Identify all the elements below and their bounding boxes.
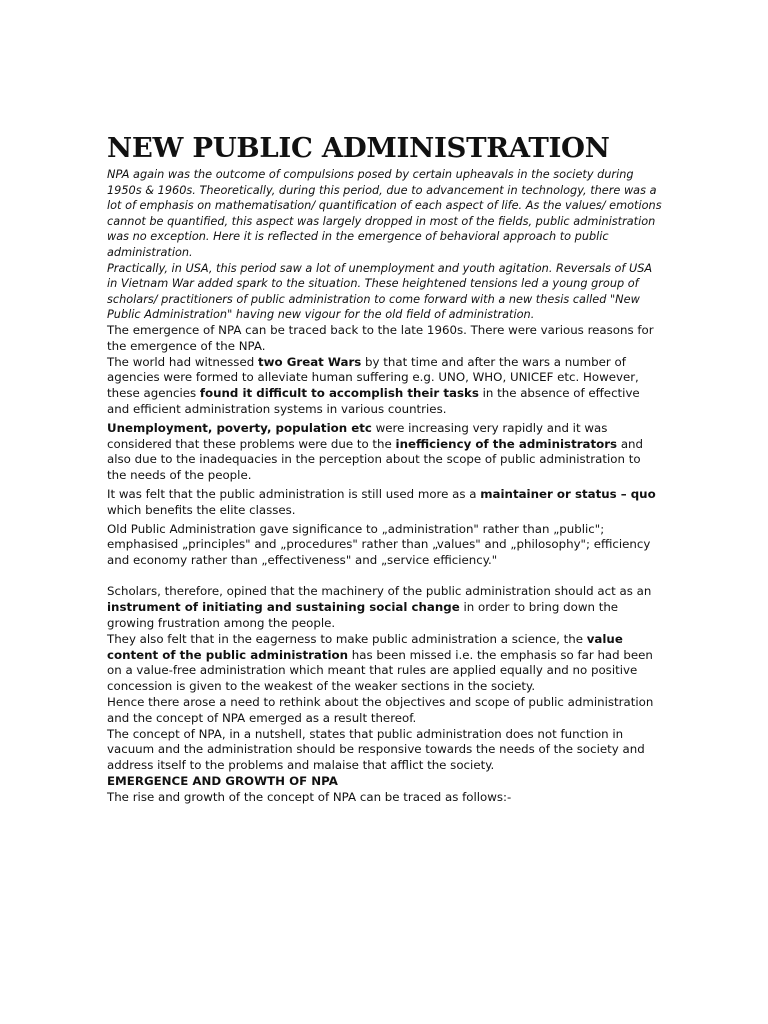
text-span: in the absence of effective and efficient administration systems in various countries. <box>107 386 640 416</box>
text-span: They also felt that in the eagerness to make public administration a science, the <box>107 631 587 646</box>
paragraph-wars <box>107 355 663 418</box>
bold-span: two Great Wars <box>257 354 362 369</box>
text-span: were increasing very rapidly and it was considered that these problems were due to the <box>107 420 608 451</box>
paragraph-scholars <box>107 584 663 631</box>
paragraph-emergence: The emergence of NPA can be traced back to the late 1960s. There were various reasons for the emergence of the NPA. <box>107 322 654 353</box>
bold-span: Unemployment, poverty, population etc <box>107 420 372 435</box>
document-body <box>107 130 663 806</box>
bold-span: maintainer or status – quo <box>480 486 656 501</box>
paragraph-intro-1: NPA again was the outcome of compulsions posed by certain upheavals in the society during 1950s & 1960s. Theoretically, during this period, due to advancement in technology, there was a lot of emphasis on mathematisation/ quantification of each aspect of life. As the values/ emotions cannot be quantified, this aspect was largely dropped in most of the fields, public administration was no exception. Here it is reflected in the emergence of behavioral approach to public administration. <box>107 168 662 259</box>
bold-span: inefficiency of the administrators <box>395 436 618 451</box>
bold-span: found it difficult to accomplish their tasks <box>199 386 479 401</box>
paragraph-intro-2: Practically, in USA, this period saw a lot of unemployment and youth agitation. Reversals of USA in Vietnam War added spark to the situation. These heightened tensions led a young group of scholars/ practitioners of public administration to come forward with a new thesis called "New Public Administration" having new vigour for the old field of administration. <box>107 261 653 322</box>
paragraph-unemployment <box>107 421 663 484</box>
paragraph-status-quo <box>107 487 663 519</box>
text-span: by that time and after the wars a number of agencies were formed to alleviate human suffering e.g. UNO, WHO, UNICEF etc. However, these agencies <box>107 354 639 401</box>
text-span: in order to bring down the growing frustration among the people. <box>107 600 619 630</box>
paragraph-old-pa: Old Public Administration gave significance to „administration" rather than „public"; emphasised „principles" and „procedures" rather than „values" and „philosophy"; efficiency and economy rather than „effectiveness" and „service efficiency." <box>107 521 651 568</box>
section-heading: EMERGENCE AND GROWTH OF NPA <box>107 773 338 788</box>
text-span: The world had witnessed <box>107 354 258 369</box>
bold-span: value content of the public administration <box>107 631 623 662</box>
text-span: has been missed i.e. the emphasis so far had been on a value-free administration which meant that rules are applied equally and no positive concession is given to the weakest of the weaker sections in the society. <box>107 647 653 694</box>
paragraph-value-content <box>107 632 663 695</box>
text-span: Scholars, therefore, opined that the machinery of the public administration should act as an <box>107 584 652 599</box>
page-title: NEW PUBLIC ADMINISTRATION <box>107 132 610 164</box>
paragraph-nutshell: The concept of NPA, in a nutshell, states that public administration does not function in vacuum and the administration should be responsive towards the needs of the society and address itself to the problems and malaise that afflict the society. <box>107 726 645 773</box>
text-span: which benefits the elite classes. <box>107 502 296 517</box>
text-span: It was felt that the public administration is still used more as a <box>107 486 481 501</box>
bold-span: instrument of initiating and sustaining social change <box>107 600 460 615</box>
text-span: and also due to the inadequacies in the perception about the scope of public administration to the needs of the people. <box>107 436 644 483</box>
paragraph-closing: The rise and growth of the concept of NPA can be traced as follows:- <box>107 789 512 804</box>
paragraph-rethink: Hence there arose a need to rethink about the objectives and scope of public administration and the concept of NPA emerged as a result thereof. <box>107 694 654 725</box>
